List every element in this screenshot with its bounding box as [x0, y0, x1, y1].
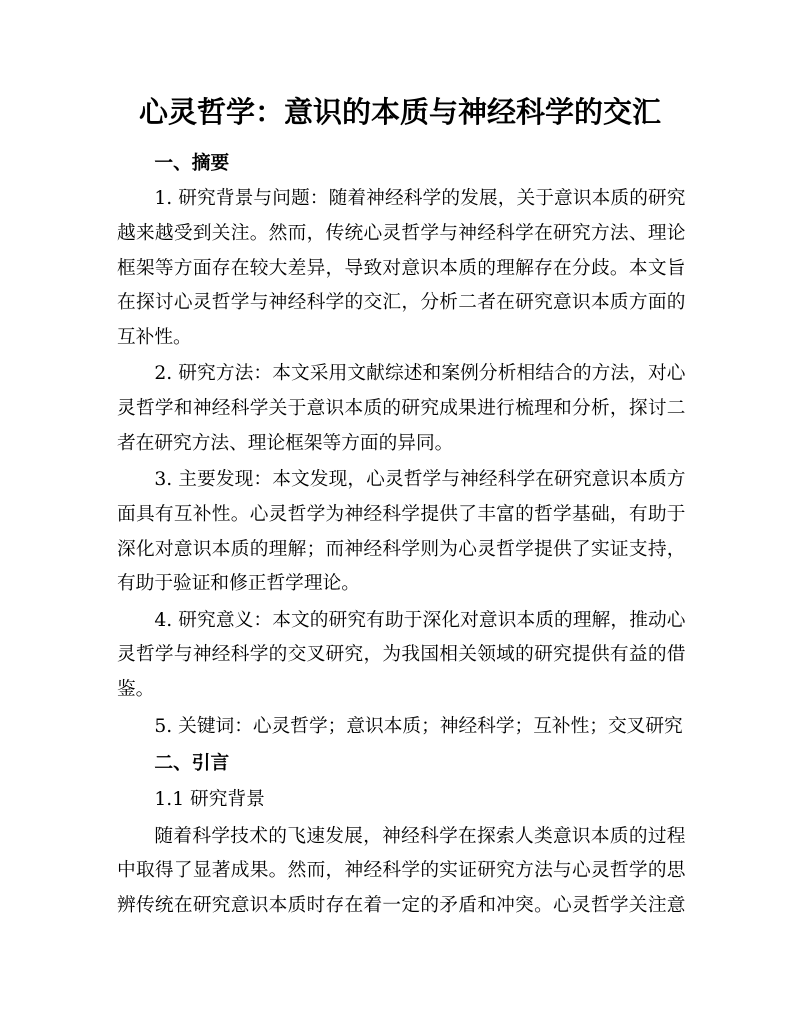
document-body	[117, 146, 686, 924]
subsection-heading-research-background: 1.1 研究背景	[154, 789, 265, 811]
body-paragraph: 随着科学技术的飞速发展，神经科学在探索人类意识本质的过程中取得了显著成果。然而，神经科学的实证研究方法与心灵哲学的思辨传统在研究意识本质时存在着一定的矛盾和冲突。心灵哲学关注意	[117, 825, 686, 916]
abstract-item-method: 2. 研究方法：本文采用文献综述和案例分析相结合的方法，对心灵哲学和神经科学关于意识本质的研究成果进行梳理和分析，探讨二者在研究方法、理论框架等方面的异同。	[117, 363, 686, 454]
section-heading-abstract: 一、摘要	[154, 151, 230, 174]
abstract-keywords: 5. 关键词：心灵哲学；意识本质；神经科学；互补性；交叉研究	[154, 715, 683, 737]
abstract-item-findings: 3. 主要发现：本文发现，心灵哲学与神经科学在研究意识本质方面具有互补性。心灵哲学为神经科学提供了丰富的哲学基础，有助于深化对意识本质的理解；而神经科学则为心灵哲学提供了实证支持，有助于验证和修正哲学理论。	[117, 469, 686, 595]
section-heading-introduction: 二、引言	[154, 752, 230, 775]
document-title: 心灵哲学：意识的本质与神经科学的交汇	[138, 95, 661, 129]
abstract-item-significance: 4. 研究意义：本文的研究有助于深化对意识本质的理解，推动心灵哲学与神经科学的交叉研究，为我国相关领域的研究提供有益的借鉴。	[117, 609, 686, 700]
abstract-item-background: 1. 研究背景与问题：随着神经科学的发展，关于意识本质的研究越来越受到关注。然而，传统心灵哲学与神经科学在研究方法、理论框架等方面存在较大差异，导致对意识本质的理解存在分歧。本文旨在探讨心灵哲学与神经科学的交汇，分析二者在研究意识本质方面的互补性。	[117, 188, 686, 348]
